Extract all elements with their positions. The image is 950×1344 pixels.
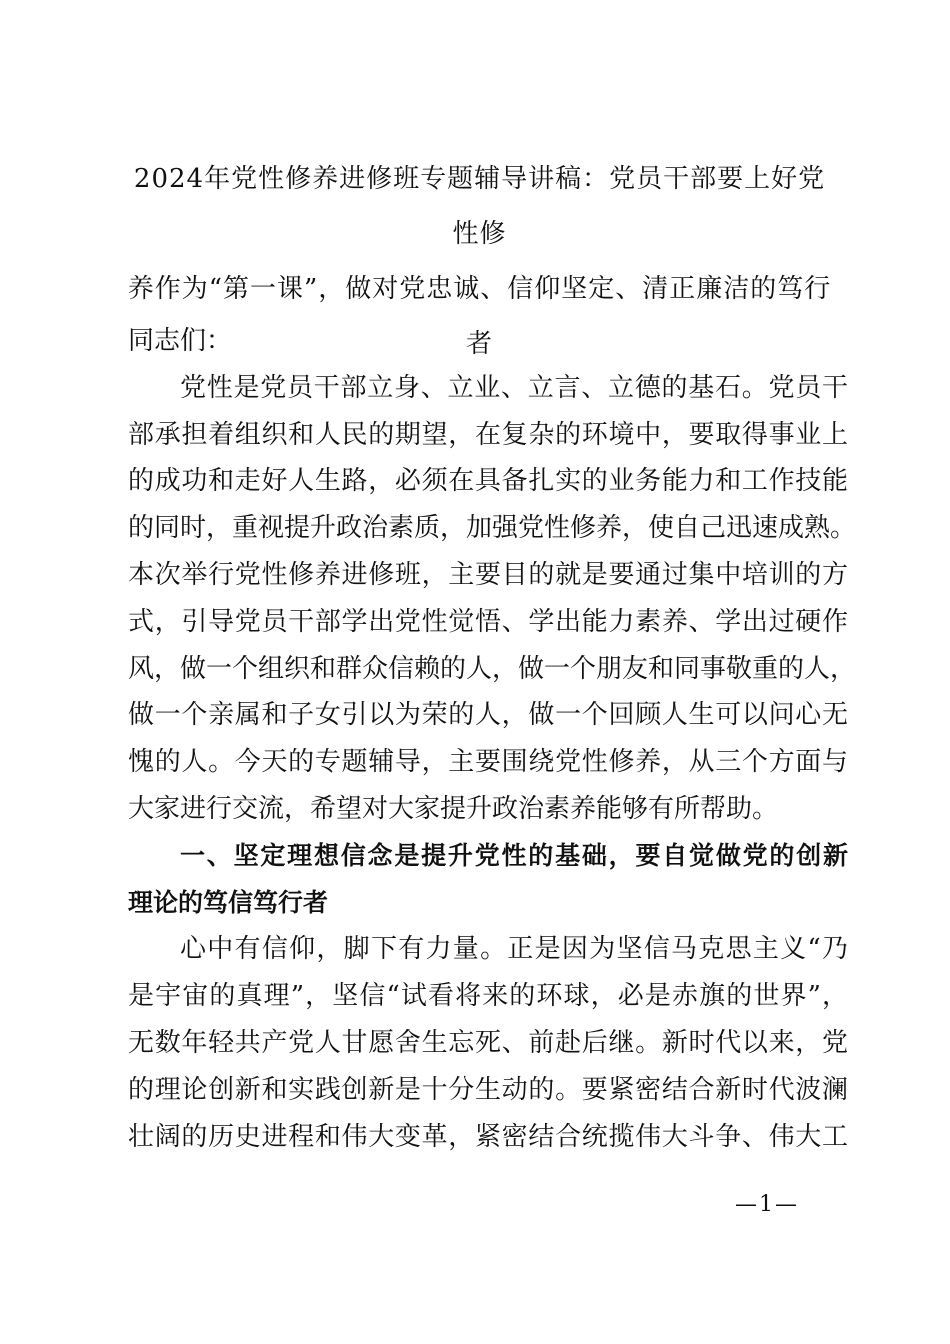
paragraph-line: 本次举行党性修养进修班，主要目的就是要通过集中培训的方 bbox=[128, 559, 848, 590]
paragraph-line: 的理论创新和实践创新是十分生动的。要紧密结合新时代波澜 bbox=[128, 1074, 848, 1105]
title-line: 者 bbox=[465, 329, 493, 359]
section-heading: 一、坚定理想信念是提升党性的基础，要自觉做党的创新 bbox=[180, 840, 848, 870]
paragraph-line: 心中有信仰，脚下有力量。正是因为坚信马克思主义“乃 bbox=[180, 934, 848, 965]
paragraph-line: 的同时，重视提升政治素质，加强党性修养，使自己迅速成熟。 bbox=[128, 513, 857, 544]
section-heading: 理论的笃信笃行者 bbox=[128, 887, 329, 917]
paragraph-line: 风，做一个组织和群众信赖的人，做一个朋友和同事敬重的人， bbox=[128, 653, 857, 684]
title-line: 养作为“第一课”，做对党忠诚、信仰坚定、清正廉洁的笃行 bbox=[127, 274, 832, 304]
paragraph-line: 的成功和走好人生路，必须在具备扎实的业务能力和工作技能 bbox=[128, 466, 848, 497]
paragraph-line: 壮阔的历史进程和伟大变革，紧密结合统揽伟大斗争、伟大工 bbox=[128, 1121, 848, 1152]
paragraph-line: 部承担着组织和人民的期望，在复杂的环境中，要取得事业上 bbox=[128, 419, 848, 450]
paragraph-line: 大家进行交流，希望对大家提升政治素养能够有所帮助。 bbox=[128, 793, 779, 824]
paragraph-line: 无数年轻共产党人甘愿舍生忘死、前赴后继。新时代以来，党 bbox=[128, 1027, 848, 1058]
paragraph-line: 是宇宙的真理”，坚信“试看将来的环球，必是赤旗的世界”， bbox=[128, 981, 848, 1012]
paragraph-line: 党性是党员干部立身、立业、立言、立德的基石。党员干 bbox=[180, 372, 848, 403]
paragraph-line: 做一个亲属和子女引以为荣的人，做一个回顾人生可以问心无 bbox=[128, 700, 848, 731]
page-number: —1— bbox=[735, 1192, 799, 1217]
salutation: 同志们： bbox=[128, 326, 233, 356]
title-line: 2024年党性修养进修班专题辅导讲稿：党员干部要上好党性修 bbox=[133, 164, 826, 249]
paragraph-line: 式，引导党员干部学出党性觉悟、学出能力素养、学出过硬作 bbox=[128, 606, 848, 637]
document-body bbox=[128, 318, 857, 1160]
paragraph-line: 愧的人。今天的专题辅导，主要围绕党性修养，从三个方面与 bbox=[128, 747, 848, 778]
